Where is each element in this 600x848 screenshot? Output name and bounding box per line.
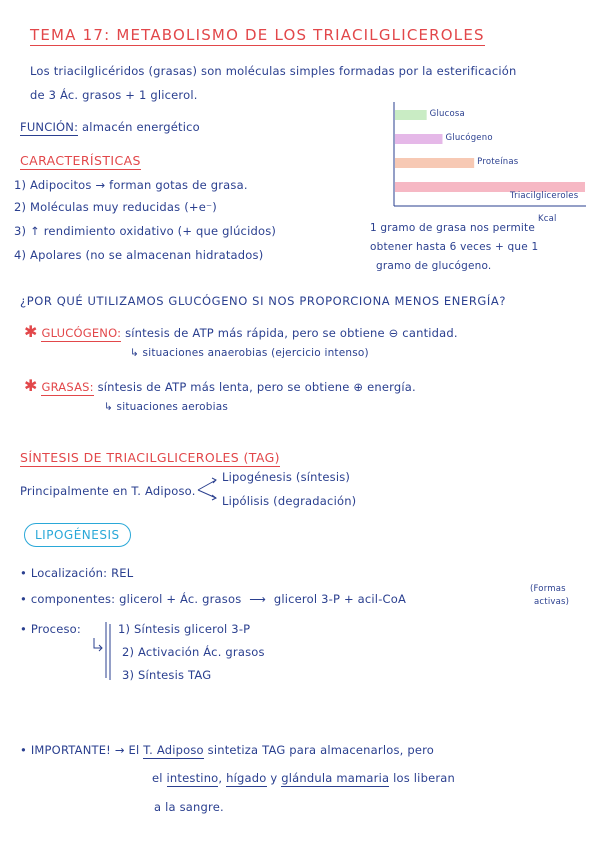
proceso-step-2: 2) Activación Ác. grasos [122,645,265,659]
chart-note-1: 1 gramo de grasa nos permite [370,222,536,234]
componentes-line [20,592,406,606]
caracteristicas-heading: CARACTERÍSTICAS [20,153,141,168]
branch-lipogenesis: Lipogénesis (síntesis) [222,470,351,484]
question-heading: ¿POR QUÉ UTILIZAMOS GLUCÓGENO SI NOS PROPORCIONA MENOS ENERGÍA? [20,294,507,308]
grasas-text: síntesis de ATP más lenta, pero se obtiene ⊕ energía. [97,380,416,394]
caracteristica-item-3: 3) ↑ rendimiento oxidativo (+ que glúcidos) [14,224,277,238]
sintesis-heading: SÍNTESIS DE TRIACILGLICEROLES (TAG) [20,450,280,465]
importante-text1: sintetiza TAG para almacenarlos, pero [207,743,435,757]
proceso-step-1: 1) Síntesis glicerol 3-P [118,622,251,636]
importante-line-1 [20,743,434,757]
componentes-result: glicerol 3-P + acil-CoA [273,592,407,606]
chart-note-3: gramo de glucógeno. [376,260,492,272]
principal-text: Principalmente en T. Adiposo. [20,484,196,498]
proceso-bracket-icon [92,620,118,682]
importante-glandula: glándula mamaria [281,771,390,785]
glucogeno-sub: ↳ situaciones anaerobias (ejercicio intenso) [130,347,369,359]
glucogeno-text: síntesis de ATP más rápida, pero se obtiene ⊖ cantidad. [125,326,458,340]
componentes-text: • componentes: glicerol + Ác. grasos [20,592,242,606]
energy-bar-label: Triacilgliceroles [510,191,579,201]
grasas-label: GRASAS: [41,380,94,394]
branch-arrows-icon [196,474,220,504]
caracteristica-item-2: 2) Moléculas muy reducidas (+e⁻) [14,200,217,214]
formas-activas-note-2: activas) [534,597,570,607]
energy-bar-label: Glucógeno [445,133,493,143]
chart-x-label: Kcal [538,214,557,224]
energy-chart [390,102,590,224]
funcion-line [20,120,200,134]
importante-prefix: • IMPORTANTE! → El [20,743,140,757]
importante-tadiposo: T. Adiposo [143,743,204,757]
proceso-label: • Proceso: [20,622,81,636]
arrow-right-icon: ⟶ [249,592,266,606]
funcion-label: FUNCIÓN: [20,120,79,134]
energy-bar-glucosa [395,110,427,120]
grasas-sub: ↳ situaciones aerobias [104,401,229,413]
asterisk-icon: ✱ [24,322,38,341]
energy-bar-label: Proteínas [477,157,519,167]
energy-bar-proteínas [395,158,474,168]
importante-line-2: el intestino, hígado y glándula mamaria los liberan [152,771,456,785]
branch-lipolisis: Lipólisis (degradación) [222,494,357,508]
importante-line-3: a la sangre. [154,800,224,814]
page-title: TEMA 17: METABOLISMO DE LOS TRIACILGLICEROLES [30,26,485,44]
glucogeno-line [24,322,458,341]
importante-intestino: intestino [166,771,219,785]
intro-line-1: Los triacilglicéridos (grasas) son moléculas simples formadas por la esterificación [30,64,517,78]
grasas-line [24,376,416,395]
caracteristica-item-4: 4) Apolares (no se almacenan hidratados) [14,248,264,262]
importante-higado: hígado [226,771,267,785]
energy-bar-glucógeno [395,134,443,144]
intro-line-2: de 3 Ác. grasos + 1 glicerol. [30,88,198,102]
localizacion-line: • Localización: REL [20,566,134,580]
caracteristica-item-1: 1) Adipocitos → forman gotas de grasa. [14,178,248,192]
funcion-value: almacén energético [82,120,200,134]
formas-activas-note-1: (Formas [530,584,566,594]
proceso-step-3: 3) Síntesis TAG [122,668,212,682]
lipogenesis-badge: LIPOGÉNESIS [24,523,131,547]
energy-bar-label: Glucosa [429,109,465,119]
glucogeno-label: GLUCÓGENO: [41,326,122,340]
asterisk-icon: ✱ [24,376,38,395]
chart-note-2: obtener hasta 6 veces + que 1 [370,241,539,253]
